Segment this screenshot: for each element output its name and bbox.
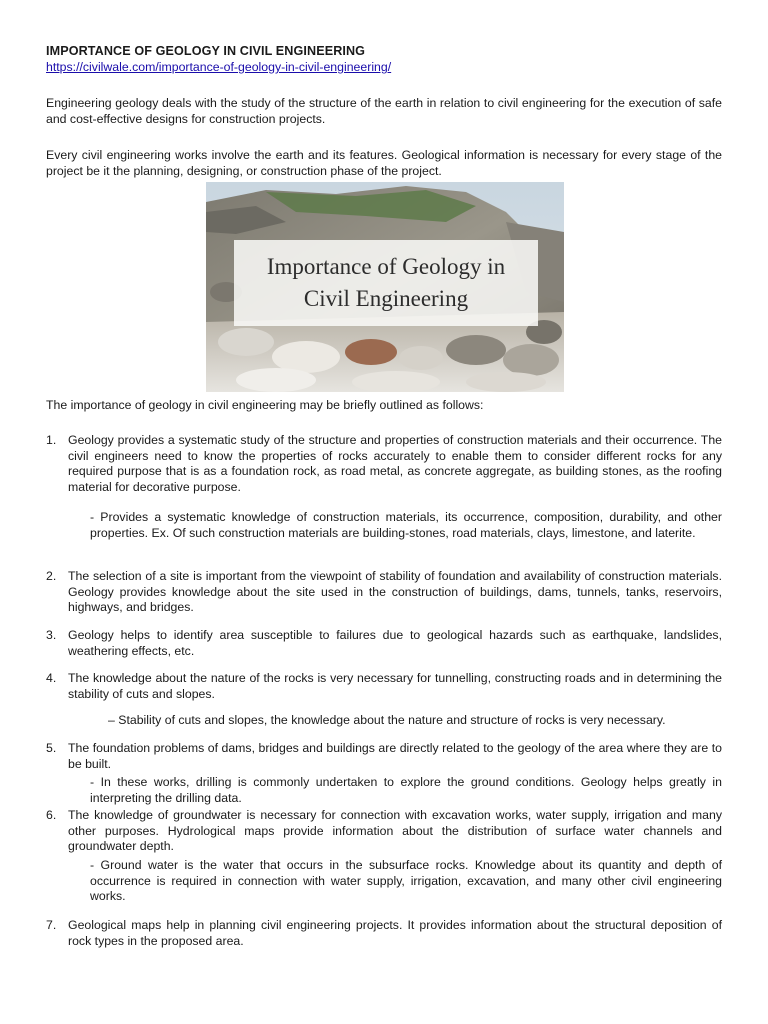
list-item-text: Geological maps help in planning civil engineering projects. It provides information about the structural deposition of rock types in the proposed area.: [68, 918, 722, 948]
list-item-text: Geology provides a systematic study of the structure and properties of construction materials and their occurrence. The civil engineers need to know the properties of rocks accurately to enable them to consider different rocks for any required purpose that is as a foundation rock, as road metal, as concrete aggregate, as building stones, as the roofing material for decorative purpose.: [68, 433, 722, 494]
list-number: 7.: [46, 918, 57, 932]
list-item-text: The knowledge of groundwater is necessary for connection with excavation works, water supply, irrigation and many other purposes. Hydrological maps provide information about the distribution of surface water channels and groundwater depth.: [68, 808, 722, 854]
list-item-text: The foundation problems of dams, bridges and buildings are directly related to the geology of the area where they are to be built.: [68, 741, 722, 771]
list-item-text: The selection of a site is important from the viewpoint of stability of foundation and availability of construction materials. Geology provides knowledge about the site used in the construction of buildings, dams, tunnels, tanks, reservoirs, highways, and bridges.: [68, 569, 722, 615]
image-caption-banner: [234, 240, 538, 326]
list-number: 3.: [46, 628, 57, 642]
list-number: 2.: [46, 569, 57, 583]
intro-paragraph-2: Every civil engineering works involve the earth and its features. Geological information is necessary for every stage of the project be it the planning, designing, or construction phase of the project.: [46, 148, 722, 178]
list-item-6: [46, 808, 722, 855]
outline-lead: The importance of geology in civil engineering may be briefly outlined as follows:: [46, 398, 484, 412]
list-subnote-1: - Provides a systematic knowledge of construction materials, its occurrence, composition, durability, and other properties. Ex. Of such construction materials are building-stones, road materials, clays, limestone, and laterite.: [90, 510, 722, 540]
article-image: [206, 182, 564, 392]
list-item-4: [46, 671, 722, 702]
intro-paragraph-1: Engineering geology deals with the study of the structure of the earth in relation to civil engineering for the execution of safe and cost-effective designs for construction projects.: [46, 96, 722, 126]
list-subnote-5: - In these works, drilling is commonly undertaken to explore the ground conditions. Geology helps greatly in interpreting the drilling data.: [90, 775, 722, 805]
list-subnote-4: – Stability of cuts and slopes, the knowledge about the nature and structure of rocks is very necessary.: [108, 713, 666, 727]
list-subnote-6: - Ground water is the water that occurs in the subsurface rocks. Knowledge about its quantity and depth of occurrence is required in connection with water supply, irrigation, excavation, and many other civil engineering works.: [90, 858, 722, 904]
list-item-text: The knowledge about the nature of the rocks is very necessary for tunnelling, constructing roads and in determining the stability of cuts and slopes.: [68, 671, 722, 701]
list-item-3: [46, 628, 722, 659]
image-caption-line-1: Importance of Geology in: [266, 254, 506, 279]
list-number: 4.: [46, 671, 57, 685]
image-caption-line-2: Civil Engineering: [303, 286, 469, 311]
list-number: 5.: [46, 741, 57, 755]
list-item-5: [46, 741, 722, 772]
list-item-7: [46, 918, 722, 949]
page-title: IMPORTANCE OF GEOLOGY IN CIVIL ENGINEERING: [46, 44, 366, 58]
list-item-text: Geology helps to identify area susceptible to failures due to geological hazards such as earthquake, landslides, weathering effects, etc.: [68, 628, 722, 658]
list-item-2: [46, 569, 722, 616]
source-link[interactable]: https://civilwale.com/importance-of-geology-in-civil-engineering/: [46, 60, 392, 74]
list-item-1: [46, 433, 722, 495]
list-number: 1.: [46, 433, 57, 447]
list-number: 6.: [46, 808, 57, 822]
